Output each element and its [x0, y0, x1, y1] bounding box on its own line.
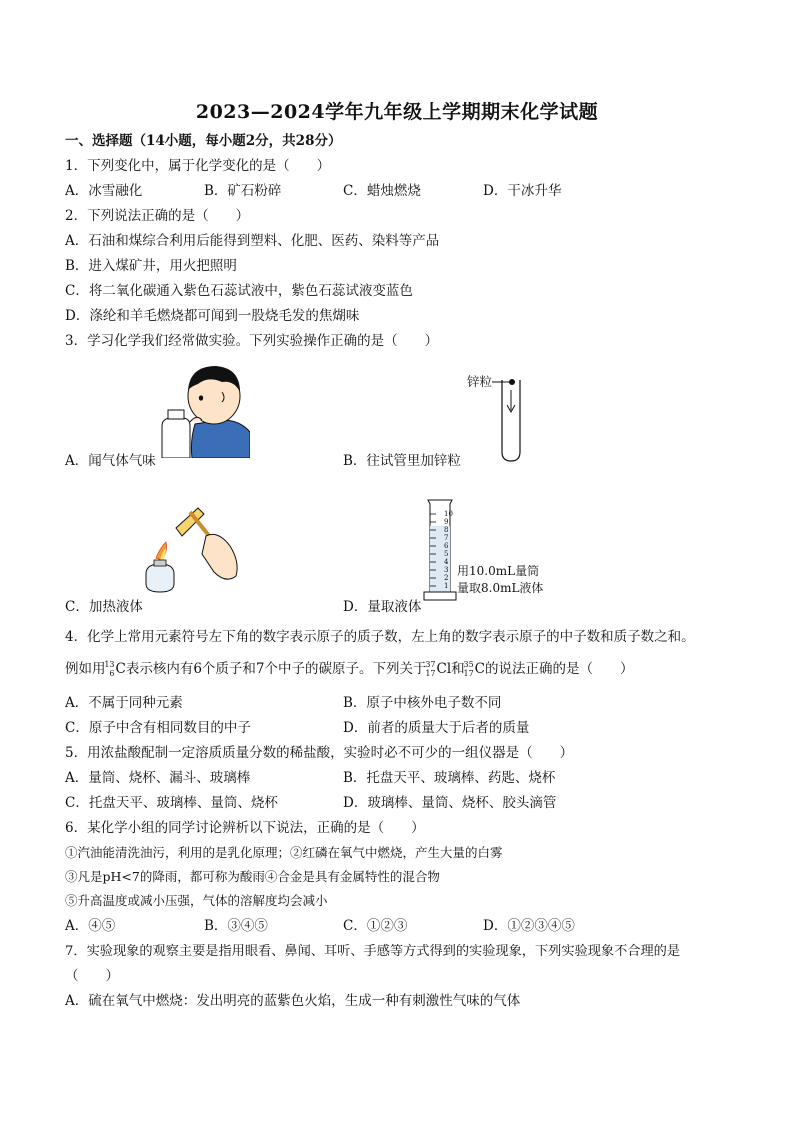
- q4-text-c: Cl和: [436, 661, 465, 677]
- q6-option-d: D．①②③④⑤: [483, 918, 575, 934]
- q4-text-d: C的说法正确的是（ ）: [474, 661, 634, 677]
- q1-option-d: D．干冰升华: [483, 183, 562, 199]
- mass-number: 37: [425, 660, 436, 669]
- cylinder-note-line1: 用10.0mL量筒: [457, 564, 540, 578]
- measuring-cylinder-illustration: [420, 496, 460, 604]
- q5-option-d: D．玻璃棒、量筒、烧杯、胶头滴管: [343, 795, 557, 811]
- tick-label: 3: [444, 566, 449, 574]
- isotope-cl37: [427, 660, 437, 678]
- tick-label: 10: [444, 510, 453, 518]
- zinc-label: 锌粒: [467, 374, 493, 389]
- q4-line1: 4．化学上常用元素符号左下角的数字表示原子的质子数，左上角的数字表示原子的中子数和质子数之和。: [65, 629, 695, 645]
- heating-liquid-illustration: [140, 502, 242, 600]
- q6-option-c: C．①②③: [343, 918, 408, 934]
- q3-stem: 3．学习化学我们经常做实验。下列实验操作正确的是（ ）: [65, 333, 439, 349]
- q7-stem: 7．实验现象的观察主要是指用眼看、鼻闻、耳听、手感等方式得到的实验现象，下列实验现象不合理的是: [65, 944, 681, 959]
- q5-option-a: A．量筒、烧杯、漏斗、玻璃棒: [65, 770, 251, 786]
- section-heading: 一、选择题（14小题，每小题2分，共28分）: [65, 133, 342, 149]
- q3-option-c: C．加热液体: [65, 599, 143, 615]
- tick-label: 6: [444, 542, 449, 550]
- q1-option-a: A．冰雪融化: [65, 183, 143, 199]
- q2-option-c: C．将二氧化碳通入紫色石蕊试液中，紫色石蕊试液变蓝色: [65, 283, 413, 299]
- q6-option-b: B．③④⑤: [204, 918, 268, 934]
- q4-option-d: D．前者的质量大于后者的质量: [343, 720, 530, 736]
- mass-number: 35: [463, 660, 474, 669]
- q1-option-b: B．矿石粉碎: [204, 183, 282, 199]
- page-title: 2023—2024学年九年级上学期期末化学试题: [195, 101, 599, 123]
- tick-label: 5: [444, 550, 449, 558]
- q3-option-a: A．闻气体气味: [65, 453, 156, 469]
- q3-option-b: B．往试管里加锌粒: [343, 453, 461, 469]
- q2-option-a: A．石油和煤综合利用后能得到塑料、化肥、医药、染料等产品: [65, 233, 440, 249]
- tick-label: 7: [444, 534, 449, 542]
- cylinder-note-line2: 量取8.0mL液体: [457, 581, 544, 595]
- q3-option-d: D．量取液体: [343, 599, 422, 615]
- q6-stem: 6．某化学小组的同学讨论辨析以下说法，正确的是（ ）: [65, 820, 425, 836]
- tick-label: 1: [444, 582, 449, 590]
- q5-option-c: C．托盘天平、玻璃棒、量筒、烧杯: [65, 795, 278, 811]
- q4-option-c: C．原子中含有相同数目的中子: [65, 720, 251, 736]
- q1-stem: 1．下列变化中，属于化学变化的是（ ）: [65, 158, 331, 174]
- q2-option-b: B．进入煤矿井，用火把照明: [65, 258, 237, 274]
- tick-label: 9: [444, 518, 449, 526]
- isotope-c13: [106, 660, 116, 678]
- q1-option-c: C．蜡烛燃烧: [343, 183, 421, 199]
- smell-gas-illustration: [150, 362, 250, 458]
- isotope-c35: [465, 660, 475, 678]
- atomic-number: 6: [109, 669, 115, 678]
- tick-label: 4: [444, 558, 449, 566]
- q2-option-d: D．涤纶和羊毛燃烧都可闻到一股烧毛发的焦煳味: [65, 308, 360, 324]
- tick-label: 2: [444, 574, 449, 582]
- mass-number: 13: [104, 660, 115, 669]
- q6-statement-1: ①汽油能清洗油污，利用的是乳化原理；②红磷在氧气中燃烧，产生大量的白雾: [65, 845, 503, 860]
- q4-text-b: C表示核内有6个质子和7个中子的碳原子。下列关于: [115, 661, 427, 677]
- tick-label: 8: [444, 526, 449, 534]
- q4-line2: [65, 660, 634, 678]
- test-tube-illustration: [492, 372, 532, 464]
- q2-stem: 2．下列说法正确的是（ ）: [65, 208, 250, 224]
- q4-option-a: A．不属于同种元素: [65, 695, 183, 711]
- q7-paren: （ ）: [65, 968, 119, 984]
- atomic-number: 17: [463, 669, 474, 678]
- q7-option-a: A．硫在氧气中燃烧：发出明亮的蓝紫色火焰，生成一种有刺激性气味的气体: [65, 993, 521, 1009]
- q4-option-b: B．原子中核外电子数不同: [343, 695, 502, 711]
- q5-option-b: B．托盘天平、玻璃棒、药匙、烧杯: [343, 770, 556, 786]
- q4-text-a: 例如用: [65, 661, 106, 677]
- atomic-number: 17: [425, 669, 436, 678]
- q6-statement-3: ⑤升高温度或减小压强，气体的溶解度均会减小: [65, 893, 328, 908]
- q6-option-a: A．④⑤: [65, 918, 116, 934]
- q6-statement-2: ③凡是pH<7的降雨，都可称为酸雨④合金是具有金属特性的混合物: [65, 869, 440, 884]
- q5-stem: 5．用浓盐酸配制一定溶质质量分数的稀盐酸，实验时必不可少的一组仪器是（ ）: [65, 745, 574, 761]
